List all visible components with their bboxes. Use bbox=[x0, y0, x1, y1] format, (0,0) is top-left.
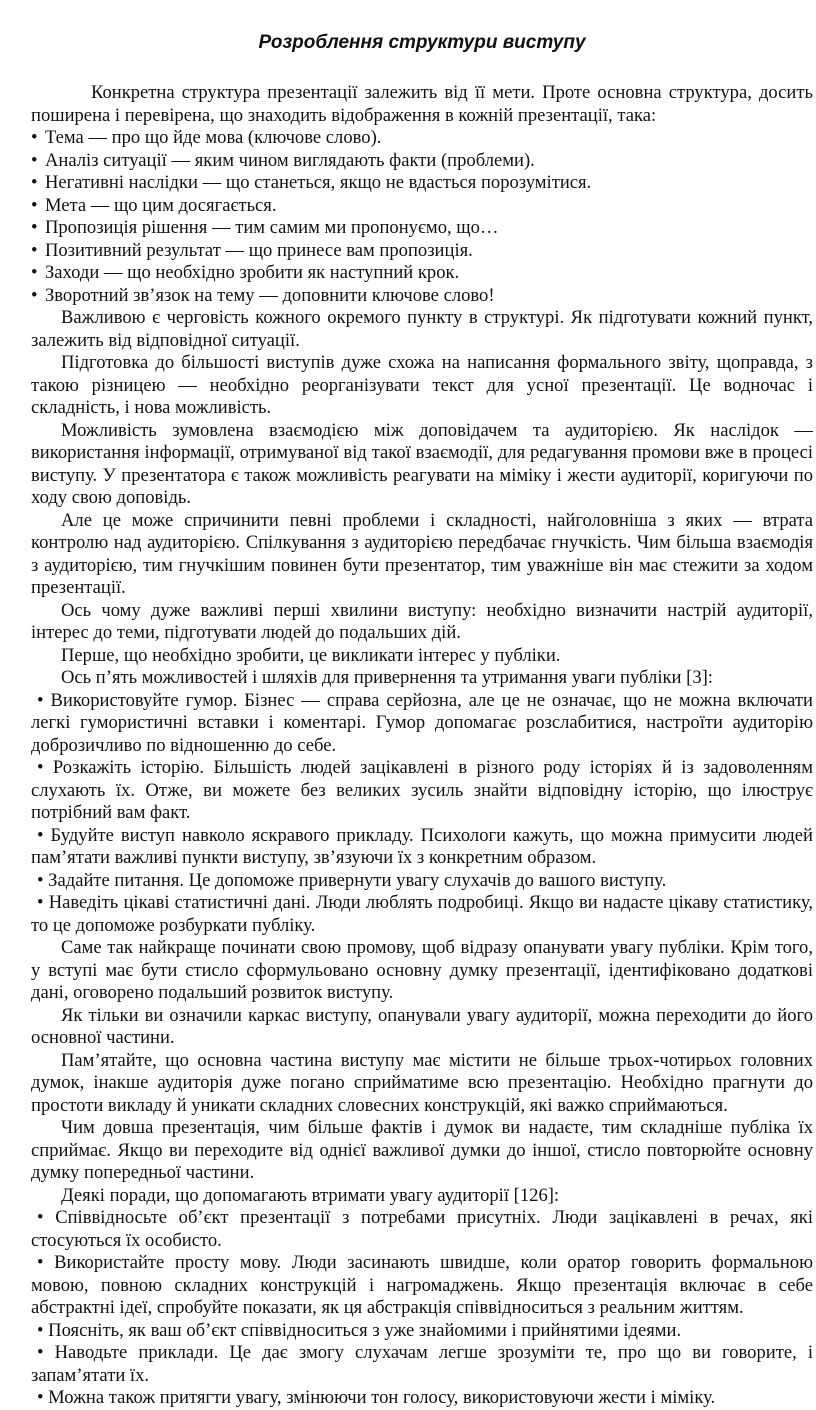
bullet-icon: • bbox=[31, 262, 38, 283]
bullet-icon: • bbox=[37, 1319, 44, 1341]
body-paragraph: Ось чому дуже важливі перші хвилини виступу: необхідно визначити настрій аудиторії, інтерес до теми, підготувати людей до подальших дій. bbox=[31, 599, 813, 643]
list-item bbox=[31, 172, 813, 195]
structure-list bbox=[31, 127, 813, 307]
body-paragraph: Перше, що необхідно зробити, це викликати інтерес у публіки. bbox=[61, 644, 561, 666]
list-item-text: Тема — про що йде мова (ключове слово). bbox=[44, 127, 382, 148]
list-item bbox=[31, 1342, 813, 1387]
body-paragraph: Важливою є черговість кожного окремого пункту в структурі. Як підготувати кожний пункт, залежить від відповідної ситуації. bbox=[31, 307, 813, 351]
bullet-icon: • bbox=[37, 1252, 44, 1273]
list-item-text: Використовуйте гумор. Бізнес — справа серйозна, але це не означає, що не можна включати легкі гумористичні вставки і коментарі. Гумор допомагає розслабитися, настроїти аудиторію доброзичливо по відношенню до себе. bbox=[31, 689, 813, 756]
bullet-icon: • bbox=[31, 149, 38, 171]
bullet-icon: • bbox=[31, 172, 38, 193]
bullet-icon: • bbox=[31, 127, 38, 148]
intro-paragraph: Конкретна структура презентації залежить від її мети. Проте основна структура, досить поширена і перевірена, що знаходить відображення в кожній презентації, така: bbox=[31, 82, 813, 126]
body-paragraph: Як тільки ви означили каркас виступу, опанували увагу аудиторії, можна переходити до його основної частини. bbox=[31, 1004, 813, 1048]
list-item bbox=[31, 262, 813, 285]
body-paragraph: Підготовка до більшості виступів дуже схожа на написання формального звіту, щоправда, з такою різницею — необхідно реорганізувати текст для усної презентації. Це водночас і складність, і нова можливість. bbox=[31, 352, 813, 418]
body-paragraph: Саме так найкраще починати свою промову, щоб відразу опанувати увагу публіки. Крім того, у вступі має бути стисло сформульовано основну думку презентації, ідентифіковано додаткові дані, оговорено подальший розвиток виступу. bbox=[31, 937, 813, 1003]
list-item-text: Зворотний зв’язок на тему — доповнити ключове слово! bbox=[44, 284, 495, 306]
list-item-text: Розкажіть історію. Більшість людей зацікавлені в різного роду історіях й із задоволенням слухають їх. Отже, ви можете без великих зусиль знайти відповідну історію, що ілюструє потрібний вам факт. bbox=[31, 757, 813, 823]
list-item-text: Пропозиція рішення — тим самим ми пропонуємо, що… bbox=[44, 217, 499, 238]
list-item bbox=[31, 240, 813, 263]
list-item bbox=[31, 127, 813, 150]
bullet-icon: • bbox=[31, 239, 38, 261]
list-item-text: Будуйте виступ навколо яскравого прикладу. Психологи кажуть, що можна примусити людей пам’ятати важливі пункти виступу, зв’язуючи їх з конкретним образом. bbox=[31, 824, 813, 868]
list-item bbox=[31, 757, 813, 825]
body-paragraph: Можливість зумовлена взаємодією між доповідачем та аудиторією. Як наслідок — використання інформації, отримуваної від такої взаємодії, для редагування промови вже в процесі виступу. У презентатора є також можливість реагувати на міміку і жести аудиторії, коригуючи по ходу свою доповідь. bbox=[31, 419, 813, 508]
body-paragraph: Чим довша презентація, чим більше фактів і думок ви надаєте, тим складніше публіка їх сприймає. Якщо ви переходите від однієї важливої думки до іншої, стисло повторюйте основну думку попередньої частини. bbox=[31, 1117, 813, 1183]
bullet-icon: • bbox=[37, 757, 44, 778]
bullet-icon: • bbox=[31, 217, 38, 238]
attention-list bbox=[31, 690, 813, 938]
list-item bbox=[31, 217, 813, 240]
list-item bbox=[31, 195, 813, 218]
list-item-text: Заходи — що необхідно зробити як наступний крок. bbox=[44, 262, 460, 283]
list-item bbox=[31, 150, 813, 173]
list-item-text: Задайте питання. Це допоможе привернути увагу слухачів до вашого виступу. bbox=[48, 869, 667, 891]
body-paragraph: Деякі поради, що допомагають втримати увагу аудиторії [126]: bbox=[61, 1184, 560, 1206]
bullet-icon: • bbox=[31, 284, 38, 306]
list-item-text: Співвідносьте об’єкт презентації з потребами присутніх. Люди зацікавлені в речах, які стосуються їх особисто. bbox=[31, 1207, 814, 1251]
list-item-text: Мета — що цим досягається. bbox=[44, 194, 277, 216]
bullet-icon: • bbox=[37, 1387, 44, 1408]
list-item bbox=[31, 690, 813, 758]
bullet-icon: • bbox=[37, 869, 44, 891]
bullet-icon: • bbox=[31, 194, 38, 216]
list-item bbox=[31, 1387, 813, 1410]
list-item bbox=[31, 285, 813, 308]
list-item-text: Аналіз ситуації — яким чином виглядають факти (проблеми). bbox=[44, 149, 535, 171]
list-item bbox=[31, 1207, 813, 1252]
list-item-text: Наводьте приклади. Це дає змогу слухачам легше зрозуміти те, про що ви говорите, і запам’ятати їх. bbox=[31, 1342, 813, 1386]
list-item-text: Можна також притягти увагу, змінюючи тон голосу, використовуючи жести і міміку. bbox=[48, 1387, 716, 1408]
body-paragraph: Пам’ятайте, що основна частина виступу має містити не більше трьох-чотирьох головних думок, інакше аудиторія дуже погано сприйматиме всю презентацію. Необхідно прагнути до простоти викладу й уникати складних словесних конструкцій, які важко сприймаються. bbox=[31, 1049, 813, 1116]
list-item bbox=[31, 1252, 813, 1320]
list-item-text: Використайте просту мову. Люди засинають швидше, коли оратор говорить формальною мовою, повною складних конструкцій і нагромаджень. Якщо презентація включає в себе абстрактні ідеї, спробуйте показати, як ця абстракція співвідноситься з реальним життям. bbox=[31, 1252, 813, 1318]
list-item bbox=[31, 1320, 813, 1343]
list-item bbox=[31, 825, 813, 870]
bullet-icon: • bbox=[37, 892, 44, 913]
list-item bbox=[31, 870, 813, 893]
document-title: Розроблення структури виступу bbox=[258, 32, 586, 53]
tips-list bbox=[31, 1207, 813, 1410]
list-item-text: Негативні наслідки — що станеться, якщо не вдасться порозумітися. bbox=[44, 172, 592, 193]
bullet-icon: • bbox=[37, 824, 44, 846]
body-paragraph: Ось п’ять можливостей і шляхів для привернення та утримання уваги публіки [3]: bbox=[61, 667, 713, 688]
bullet-icon: • bbox=[37, 1207, 44, 1228]
list-item-text: Поясніть, як ваш об’єкт співвідноситься з уже знайомими і прийнятими ідеями. bbox=[48, 1319, 682, 1341]
bullet-icon: • bbox=[37, 1342, 44, 1363]
list-item bbox=[31, 892, 813, 937]
list-item-text: Позитивний результат — що принесе вам пропозиція. bbox=[44, 239, 473, 261]
bullet-icon: • bbox=[37, 689, 44, 711]
body-paragraph: Але це може спричинити певні проблеми і складності, найголовніша з яких — втрата контролю над аудиторією. Спілкування з аудиторією передбачає гнучкість. Чим більша взаємодія з аудиторією, тим гнучкішим повинен бути презентатор, тим уважніше він має стежити за ходом презентації. bbox=[31, 509, 813, 598]
list-item-text: Наведіть цікаві статистичні дані. Люди люблять подробиці. Якщо ви надасте цікаву статистику, то це допоможе розбуркати публіку. bbox=[31, 892, 813, 936]
